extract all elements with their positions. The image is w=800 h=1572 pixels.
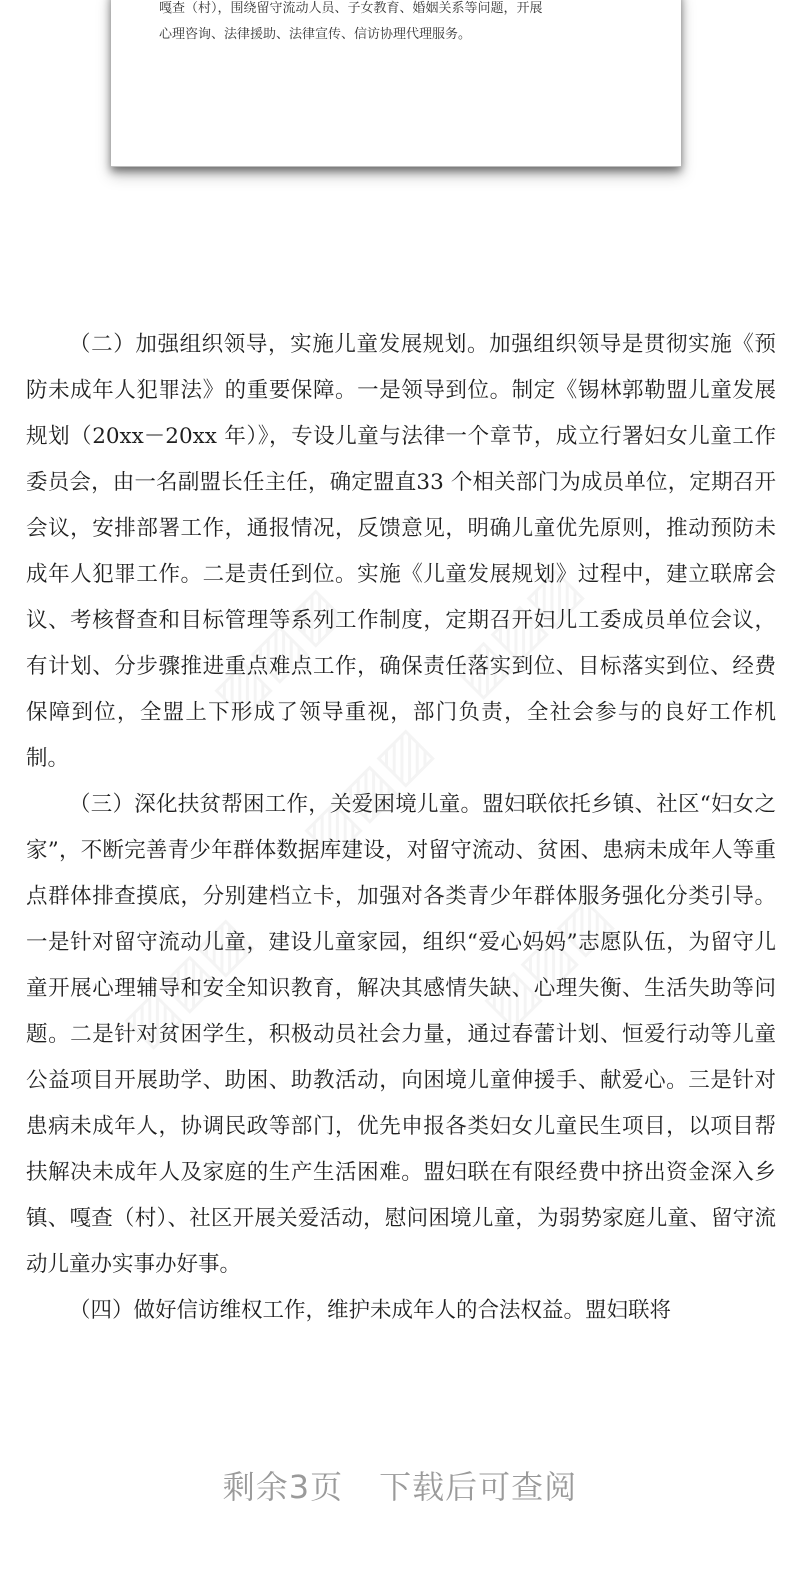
previous-page-card <box>111 0 681 167</box>
previous-page-line: 嘎查（村），围绕留守流动人员、子女教育、婚姻关系等问题，开展 <box>159 1 543 16</box>
previous-page-text <box>159 0 659 48</box>
remaining-pages-label: 剩余3页 <box>222 1468 344 1506</box>
document-body <box>26 322 776 1334</box>
remaining-pages-banner[interactable] <box>0 1462 800 1508</box>
paragraph: （三）深化扶贫帮困工作，关爱困境儿童。盟妇联依托乡镇、社区“妇女之家”，不断完善青少年群体数据库建设，对留守流动、贫困、患病未成年人等重点群体排查摸底，分别建档立卡，加强对各类青少年群体服务强化分类引导。一是针对留守流动儿童，建设儿童家园，组织“爱心妈妈”志愿队伍，为留守儿童开展心理辅导和安全知识教育，解决其感情失缺、心理失衡、生活失助等问题。二是针对贫困学生，积极动员社会力量，通过春蕾计划、恒爱行动等儿童公益项目开展助学、助困、助教活动，向困境儿童伸援手、献爱心。三是针对患病未成年人，协调民政等部门，优先申报各类妇女儿童民生项目，以项目帮扶解决未成年人及家庭的生产生活困难。盟妇联在有限经费中挤出资金深入乡镇、嘎查（村）、社区开展关爱活动，慰问困境儿童，为弱势家庭儿童、留守流动儿童办实事办好事。 <box>26 792 776 1277</box>
download-hint-label: 下载后可查阅 <box>379 1468 578 1506</box>
previous-page-line: 心理咨询、法律援助、法律宣传、信访协理代理服务。 <box>159 27 472 42</box>
paragraph: （二）加强组织领导，实施儿童发展规划。加强组织领导是贯彻实施《预防未成年人犯罪法》的重要保障。一是领导到位。制定《锡林郭勒盟儿童发展规划（20xx－20xx 年）》，专设儿童与法律一个章节，成立行署妇女儿童工作委员会，由一名副盟长任主任，确定盟直33 个相关部门为成员单位，定期召开会议，安排部署工作，通报情况，反馈意见，明确儿童优先原则，推动预防未成年人犯罪工作。二是责任到位。实施《儿童发展规划》过程中，建立联席会议、考核督查和目标管理等系列工作制度，定期召开妇儿工委成员单位会议，有计划、分步骤推进重点难点工作，确保责任落实到位、目标落实到位、经费保障到位，全盟上下形成了领导重视，部门负责，全社会参与的良好工作机制。 <box>26 332 776 771</box>
paragraph: （四）做好信访维权工作，维护未成年人的合法权益。盟妇联将 <box>69 1298 672 1323</box>
